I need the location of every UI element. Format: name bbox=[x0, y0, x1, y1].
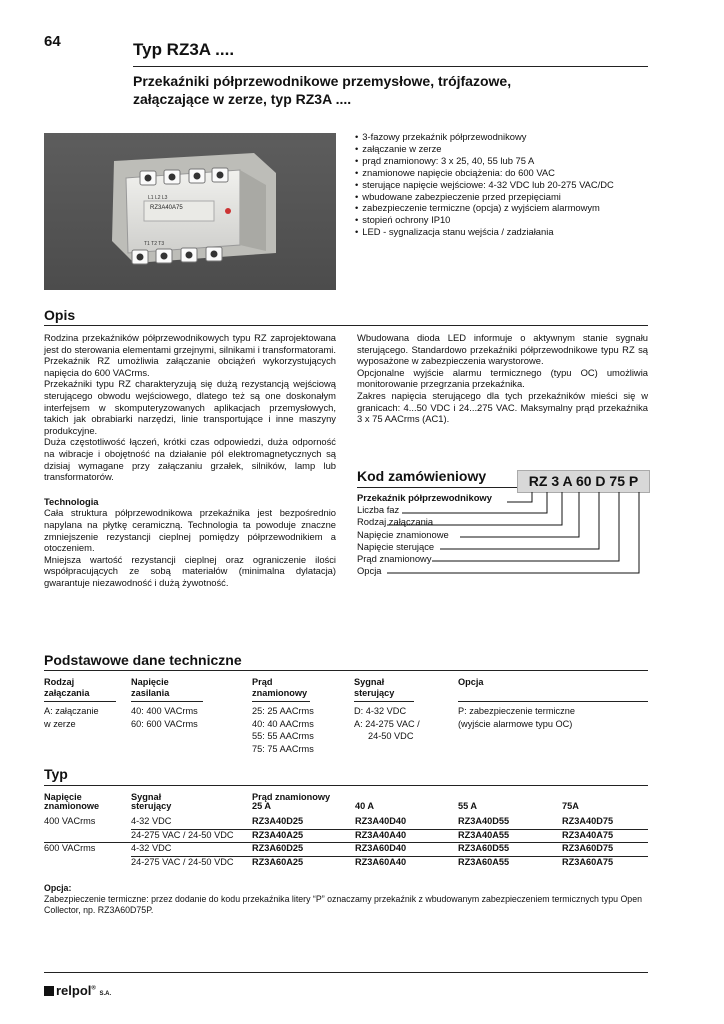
feature-item: • załączanie w zerze bbox=[355, 143, 685, 155]
section-heading-kod: Kod zamówieniowy bbox=[357, 468, 487, 484]
tech-col-header bbox=[458, 688, 648, 699]
terminal-labels-bottom: T1 T2 T3 bbox=[144, 241, 165, 247]
section-heading-opis: Opis bbox=[44, 307, 76, 323]
opis-rule bbox=[44, 325, 648, 326]
logo-text: relpol bbox=[56, 983, 92, 998]
relay-model-label: RZ3A40A75 bbox=[150, 205, 183, 211]
footer-rule bbox=[44, 972, 648, 973]
typ-cell: RZ3A60D75 bbox=[562, 843, 648, 857]
tech-cell: 55: 55 AACrms bbox=[252, 731, 314, 741]
opcja-text: Zabezpieczenie termiczne: przez dodanie do kodu przekaźnika litery “P” oznaczamy przekaźnik z wbudowanym zabezpieczeniem termicznych typu Open Collector, np. RZ3A60D75P. bbox=[44, 894, 642, 915]
typ-cell bbox=[44, 856, 131, 869]
tech-col-header: zasilania bbox=[131, 688, 170, 698]
tech-column bbox=[131, 677, 203, 730]
tech-cell: P: zabezpieczenie termiczne bbox=[458, 706, 575, 716]
tech-column bbox=[252, 677, 314, 755]
feature-item: • stopień ochrony IP10 bbox=[355, 214, 685, 226]
typ-cell: RZ3A60A75 bbox=[562, 856, 614, 867]
tech-cell: 40: 40 AACrms bbox=[252, 718, 314, 729]
tech-cell: 25: 25 AACrms bbox=[252, 706, 314, 716]
typ-header: Napięcie bbox=[44, 792, 82, 802]
typ-cell: RZ3A40A75 bbox=[562, 829, 648, 843]
page-title: Typ RZ3A .... bbox=[133, 40, 235, 59]
tech-cell: (wyjście alarmowe typu OC) bbox=[458, 718, 573, 729]
typ-cell: RZ3A60A25 bbox=[252, 856, 304, 867]
table-row bbox=[44, 829, 648, 843]
kod-line: Prąd znamionowy bbox=[357, 553, 432, 565]
tech-col-header: Opcja bbox=[458, 677, 484, 687]
opcja-label: Opcja: bbox=[44, 883, 72, 893]
tech-cell: 24-50 VDC bbox=[368, 731, 414, 741]
kod-rule bbox=[357, 487, 517, 488]
typ-cell: RZ3A40D75 bbox=[562, 816, 648, 829]
opis-paragraph: Wbudowana dioda LED informuje o aktywnym stanie sygnału sterującego. Standardowo przekaźniki półprzewodnikowe typu RZ są wyposażone w zabezpieczenia warystorowe. bbox=[357, 332, 648, 367]
feature-item: • 3-fazowy przekaźnik półprzewodnikowy bbox=[355, 131, 685, 143]
typ-cell: RZ3A40D55 bbox=[458, 816, 562, 829]
tech-cell: A: załączanie bbox=[44, 706, 99, 716]
feature-item: • prąd znamionowy: 3 x 25, 40, 55 lub 75 A bbox=[355, 155, 685, 167]
tech-column bbox=[458, 677, 648, 730]
typ-cell: 4-32 VDC bbox=[131, 816, 252, 829]
technologia-paragraph: Cała struktura półprzewodnikowa przekaźnika jest bezpośrednio napylana na płytkę ceramiczną. Technologia ta powoduje znaczne zmniejszenie rezystancji cieplnej pomiędzy półprzewodnikiem a otoczeniem. bbox=[44, 507, 336, 554]
tech-col-rule bbox=[44, 701, 116, 702]
tech-column bbox=[354, 677, 420, 743]
typ-header: 25 A bbox=[252, 801, 272, 811]
kod-line: Napięcie sterujące bbox=[357, 540, 435, 552]
tech-col-rule bbox=[252, 701, 310, 702]
header-rule bbox=[133, 66, 648, 67]
logo-suffix: S.A. bbox=[99, 991, 112, 997]
opis-paragraph: Opcjonalne wyjście alarmu termicznego (typu OC) umożliwia monitorowanie przegrzania przekaźnika. bbox=[357, 366, 648, 390]
tech-cell: 75: 75 AACrms bbox=[252, 743, 314, 754]
tech-col-rule bbox=[131, 701, 203, 702]
tech-col-header: załączania bbox=[44, 688, 90, 698]
feature-item: • LED - sygnalizacja stanu wejścia / zadziałania bbox=[355, 226, 685, 238]
typ-cell: RZ3A60A40 bbox=[355, 856, 407, 867]
tech-cell: 60: 600 VACrms bbox=[131, 718, 198, 729]
product-photo bbox=[44, 133, 336, 290]
opis-paragraph: Duża częstotliwość łączeń, krótki czas odpowiedzi, duża odporność na wibracje i obojętność na działanie pól elektromagnetycznych są dzisiaj wymagane przy załączaniu grzałek, silników, lamp lub transformatorów. bbox=[44, 436, 336, 483]
kod-line: Liczba faz bbox=[357, 504, 400, 516]
typ-cell: RZ3A60A55 bbox=[458, 856, 510, 867]
section-heading-typ: Typ bbox=[44, 766, 68, 782]
tech-col-header: Napięcie bbox=[131, 677, 169, 687]
subtitle-line-2: załączające w zerze, typ RZ3A .... bbox=[133, 91, 352, 107]
typ-cell: 24-275 VAC / 24-50 VDC bbox=[131, 856, 234, 867]
typ-cell: RZ3A40D40 bbox=[355, 816, 458, 829]
relpol-logo: relpol® S.A. bbox=[44, 983, 111, 998]
tech-column bbox=[44, 677, 116, 730]
feature-item: • sterujące napięcie wejściowe: 4-32 VDC lub 20-275 VAC/DC bbox=[355, 179, 685, 191]
typ-header: 40 A bbox=[355, 801, 375, 811]
feature-item: • znamionowe napięcie obciążenia: do 600 VAC bbox=[355, 167, 685, 179]
opis-paragraph: Przekaźniki typu RZ charakteryzują się dużą rezystancją wejściową sterującego obwodu wejściowego, dlatego też są one doskonałym interfejsem w skomputeryzowanych aplikacjach przemysłowych, takich jak obrabiarki narzędzi, linie transportujące i inne maszyny produkcyjne. bbox=[44, 378, 336, 436]
logo-mark-icon bbox=[44, 986, 54, 996]
relay-illustration bbox=[44, 133, 336, 290]
opis-left-column bbox=[44, 332, 336, 588]
table-row bbox=[44, 816, 648, 829]
typ-cell: RZ3A40A40 bbox=[355, 829, 458, 843]
typ-cell: 24-275 VAC / 24-50 VDC bbox=[131, 829, 252, 843]
tech-rule bbox=[44, 670, 648, 671]
tech-col-header: znamionowy bbox=[252, 688, 308, 698]
kod-line: Napięcie znamionowe bbox=[357, 528, 449, 540]
typ-cell: RZ3A60D40 bbox=[355, 843, 458, 857]
typ-table bbox=[44, 816, 648, 869]
terminal-labels-top: L1 L2 L3 bbox=[148, 195, 168, 201]
tech-data-table bbox=[44, 677, 648, 757]
tech-col-rule bbox=[458, 701, 648, 702]
technologia-paragraph: Mniejsza wartość rezystancji cieplnej oraz ograniczenie ilości współpracujących ze sobą materiałów (minimalna dylatacja) gwarantuje niezawodność i dużą żywotność. bbox=[44, 553, 336, 588]
subtitle-line-1: Przekaźniki półprzewodnikowe przemysłowe, trójfazowe, bbox=[133, 73, 512, 89]
tech-cell: w zerze bbox=[44, 718, 76, 729]
tech-cell: 40: 400 VACrms bbox=[131, 706, 198, 716]
tech-cell: D: 4-32 VDC bbox=[354, 706, 407, 716]
typ-cell: 600 VACrms bbox=[44, 843, 96, 853]
typ-cell: RZ3A40A25 bbox=[252, 829, 355, 843]
typ-header: 75A bbox=[562, 801, 579, 811]
typ-cell: RZ3A60D55 bbox=[458, 843, 562, 857]
order-code-connector-lines bbox=[357, 490, 649, 582]
typ-rule bbox=[44, 785, 648, 786]
tech-col-rule bbox=[354, 701, 414, 702]
page-number: 64 bbox=[44, 33, 61, 50]
opis-right-column bbox=[357, 332, 648, 425]
tech-cell: A: 24-275 VAC / bbox=[354, 718, 420, 729]
typ-header: 55 A bbox=[458, 801, 478, 811]
typ-header: Prąd znamionowy bbox=[252, 792, 331, 802]
typ-header: sterujący bbox=[131, 801, 172, 811]
tech-col-header: Sygnał bbox=[354, 677, 385, 687]
section-heading-tech: Podstawowe dane techniczne bbox=[44, 652, 242, 668]
order-code-box: RZ 3 A 60 D 75 P bbox=[517, 470, 650, 493]
feature-item: • zabezpieczenie termiczne (opcja) z wyjściem alarmowym bbox=[355, 202, 685, 214]
typ-cell bbox=[44, 829, 131, 843]
kod-line: Opcja bbox=[357, 565, 382, 577]
kod-line: Przekaźnik półprzewodnikowy bbox=[357, 492, 492, 503]
table-row bbox=[44, 843, 648, 857]
typ-cell: RZ3A40D25 bbox=[252, 816, 355, 829]
technologia-heading: Technologia bbox=[44, 495, 99, 507]
tech-col-header: Rodzaj bbox=[44, 677, 75, 687]
opis-paragraph: Zakres napięcia sterującego dla tych przekaźników mieści się w granicach: 4...50 VDC i 24...275 VAC. Maksymalny prąd przekaźnika 3 x 75 AACrms (AC1). bbox=[357, 389, 648, 425]
tech-col-header: sterujący bbox=[354, 688, 395, 698]
opcja-note bbox=[44, 883, 648, 916]
typ-cell: 4-32 VDC bbox=[131, 843, 252, 857]
typ-cell: RZ3A40A55 bbox=[458, 829, 562, 843]
page-subtitle bbox=[133, 72, 593, 108]
typ-cell: RZ3A60D25 bbox=[252, 843, 355, 857]
typ-header: Sygnał bbox=[131, 792, 162, 802]
tech-col-header: Prąd bbox=[252, 677, 273, 687]
typ-cell: 400 VACrms bbox=[44, 816, 96, 826]
feature-item: • wbudowane zabezpieczenie przed przepięciami bbox=[355, 191, 685, 203]
kod-line: Rodzaj załączania bbox=[357, 516, 434, 528]
table-row bbox=[44, 856, 648, 869]
typ-header: znamionowe bbox=[44, 801, 100, 811]
opis-paragraph: Rodzina przekaźników półprzewodnikowych typu RZ zaprojektowana jest do sterowania elementami grzejnymi, silnikami i transformatorami. Przekaźnik RZ umożliwia załączanie obciążeń wykorzystujących napięcia do 600 VACrms. bbox=[44, 332, 336, 378]
feature-list bbox=[355, 131, 685, 238]
